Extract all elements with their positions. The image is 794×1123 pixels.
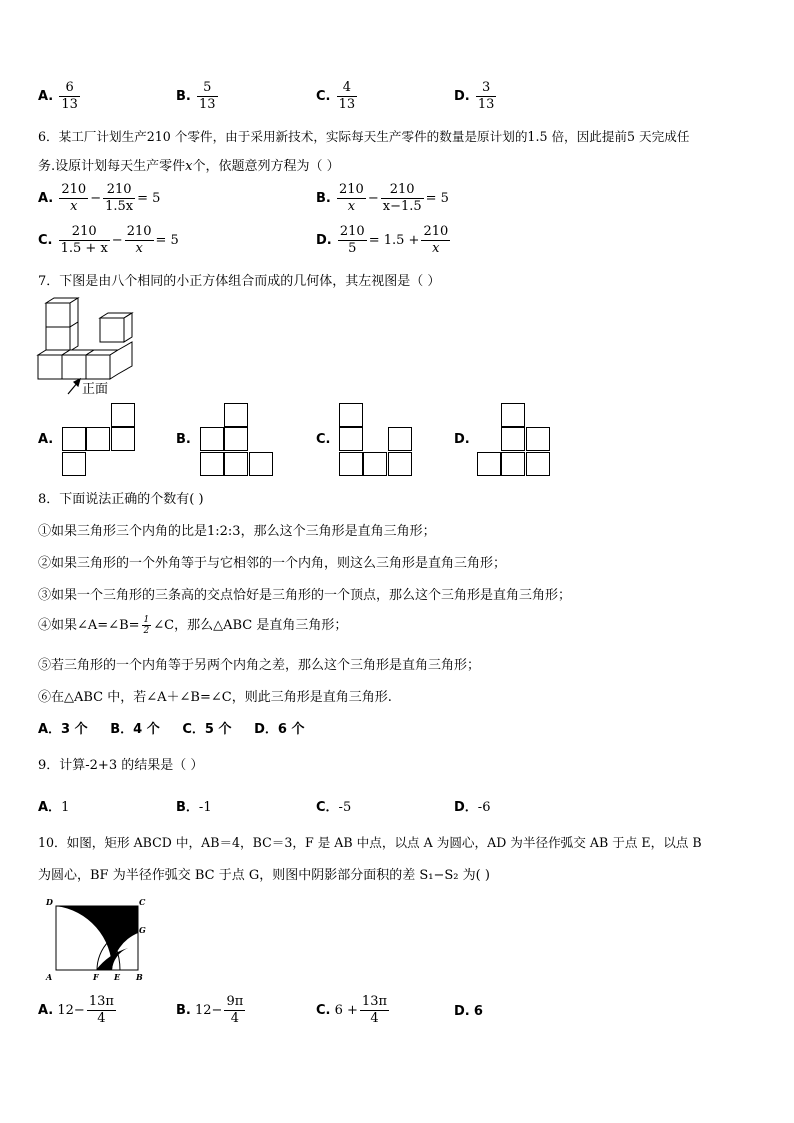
q5-option-d: [454, 80, 498, 113]
q8-statement-2: ②如果三角形的一个外角等于与它相邻的一个内角，则这么三角形是直角三角形；: [38, 556, 507, 571]
denominator: x: [135, 241, 143, 256]
option-label: A.: [38, 89, 54, 104]
fraction: [59, 224, 110, 257]
q5-option-b: [176, 80, 220, 113]
q6-stem-line1: 6．某工厂计划生产210 个零件，由于采用新技术，实际每天生产零件的数量是原计划的1.5 倍，因此提前5 天完成任: [38, 129, 690, 144]
denominator: x: [70, 199, 78, 214]
q6-option-b: [316, 182, 449, 215]
numerator: 210: [381, 182, 424, 199]
q6-option-c: [38, 224, 179, 257]
numerator: 210: [103, 182, 135, 199]
q7-option-a-view: [62, 403, 137, 478]
option-label: D.: [454, 1004, 470, 1019]
middle-term: = 1.5 +: [368, 233, 420, 248]
q7-front-label: 正面: [82, 382, 109, 397]
q8-statement-4: [38, 614, 347, 636]
numerator: 210: [339, 224, 365, 239]
option-label: B.: [176, 1003, 191, 1018]
denominator: 4: [230, 1011, 239, 1026]
view-square: [200, 452, 224, 476]
q10-option-c: [316, 994, 391, 1027]
option-label: A.: [38, 191, 54, 206]
option-label: A.: [38, 1003, 54, 1018]
q8-statement-5: ⑤若三角形的一个内角等于另两个内角之差，那么这个三角形是直角三角形；: [38, 658, 481, 673]
denominator: 4: [370, 1011, 379, 1026]
q9-option-a: [38, 796, 69, 815]
q9-option-b: [176, 796, 212, 815]
figure-label-f: F: [93, 972, 99, 982]
fraction: [337, 80, 358, 113]
q9-option-c: [316, 796, 351, 815]
option-label: C.: [316, 89, 331, 104]
q6-stem-text-tail: 个，依题意列方程为（ ）: [192, 159, 340, 174]
view-square: [501, 427, 525, 451]
numerator: 6: [59, 80, 80, 97]
view-square: [363, 452, 387, 476]
denominator: 4: [97, 1011, 106, 1026]
denominator: 13: [199, 97, 216, 112]
fraction: [59, 80, 80, 113]
numerator: 5: [197, 80, 218, 97]
view-square: [62, 452, 86, 476]
view-square: [526, 452, 550, 476]
fraction: [338, 224, 367, 257]
denominator: 1.5x: [105, 199, 134, 214]
q10-stem-line1: 10．如图，矩形 ABCD 中，AB＝4，BC＝3，F 是 AB 中点，以点 A 为圆心，AD 为半径作弧交 AB 于点 E，以点 B: [38, 835, 702, 850]
q7-option-b-label: B.: [176, 432, 191, 447]
q10-option-b: [176, 994, 247, 1027]
view-square: [501, 452, 525, 476]
q7-option-c-view: [339, 403, 414, 478]
fraction: [360, 994, 389, 1027]
option-value: -1: [198, 800, 212, 815]
q7-stem: 7．下图是由八个相同的小正方体组合而成的几何体，其左视图是（ ）: [38, 274, 441, 289]
option-prefix: 12−: [195, 1003, 223, 1018]
fraction: [381, 182, 424, 215]
denominator: 2: [143, 626, 150, 636]
denominator: x: [347, 199, 356, 214]
rhs: = 5: [155, 233, 179, 248]
view-square: [224, 403, 248, 427]
option-label: C.: [316, 1003, 331, 1018]
figure-label-e: E: [114, 972, 121, 982]
option-label: C．: [316, 800, 339, 815]
q7-option-d-label: D.: [454, 432, 470, 447]
view-square: [526, 427, 550, 451]
view-square: [224, 427, 248, 451]
view-square: [111, 427, 135, 451]
q5-option-a: [38, 80, 82, 113]
fraction: [125, 224, 154, 257]
option-label: B.: [316, 191, 331, 206]
numerator: 1: [143, 615, 150, 625]
option-prefix: 12−: [57, 1003, 85, 1018]
rhs: = 5: [137, 191, 161, 206]
fraction: [337, 182, 366, 215]
q8-statement-3: ③如果一个三角形的三条高的交点恰好是三角形的一个顶点，那么这个三角形是直角三角形；: [38, 588, 572, 603]
q7-option-a-label: A.: [38, 432, 54, 447]
denominator: 13: [61, 97, 78, 112]
denominator: x: [432, 241, 440, 256]
view-square: [388, 452, 412, 476]
view-square: [86, 427, 110, 451]
q8-statement-1: ①如果三角形三个内角的比是1:2:3，那么这个三角形是直角三角形；: [38, 524, 436, 539]
view-square: [224, 452, 248, 476]
option-label: C.: [38, 233, 53, 248]
denominator: 5: [348, 241, 357, 256]
view-square: [62, 427, 86, 451]
view-square: [339, 427, 363, 451]
denominator: 13: [477, 97, 495, 112]
q8-stem: 8．下面说法正确的个数有( ): [38, 492, 204, 507]
q6-stem-text: 务.设原计划每天生产零件: [38, 159, 186, 174]
numerator: 13π: [361, 994, 388, 1009]
operator: −: [90, 191, 102, 206]
denominator: 13: [338, 97, 356, 112]
statement-text: ④如果∠A=∠B=: [38, 618, 140, 633]
numerator: 210: [59, 224, 110, 241]
q10-stem-line2: 为圆心，BF 为半径作弧交 BC 于点 G，则图中阴影部分面积的差 S₁−S₂ 为( ): [38, 868, 490, 883]
view-square: [339, 452, 363, 476]
fraction: [142, 615, 152, 636]
q10-option-d: [454, 1004, 483, 1019]
figure-label-d: D: [46, 897, 53, 907]
q9-stem: 9．计算-2+3 的结果是（ ）: [38, 758, 204, 773]
fraction: [87, 994, 116, 1027]
denominator: x−1.5: [382, 199, 422, 214]
q6-option-a: [38, 182, 160, 215]
operator: −: [111, 233, 123, 248]
q9-option-d: [454, 796, 490, 815]
q8-statement-6: ⑥在△ABC 中，若∠A＋∠B=∠C，则此三角形是直角三角形.: [38, 690, 392, 705]
option-label: A．: [38, 800, 62, 815]
option-value: 1: [61, 800, 70, 815]
figure-label-a: A: [46, 972, 53, 982]
q6-option-d: [316, 224, 452, 257]
view-square: [388, 427, 412, 451]
fraction: [103, 182, 135, 215]
option-prefix: 6 +: [334, 1003, 358, 1018]
view-square: [501, 403, 525, 427]
view-square: [339, 403, 363, 427]
numerator: 210: [61, 182, 87, 197]
numerator: 9π: [226, 994, 244, 1009]
option-value: 6: [473, 1004, 483, 1019]
figure-label-c: C: [139, 897, 146, 907]
option-label: D.: [454, 89, 470, 104]
q6-stem-line2: [38, 155, 340, 174]
q8-options: A．3 个 B．4 个 C．5 个 D．6 个: [38, 722, 305, 737]
operator: −: [367, 191, 379, 206]
denominator: 1.5 + x: [60, 241, 108, 256]
view-square: [249, 452, 273, 476]
view-square: [477, 452, 501, 476]
rhs: = 5: [425, 191, 449, 206]
q7-option-b-view: [200, 403, 275, 478]
figure-label-b: B: [136, 972, 143, 982]
q10-option-a: [38, 994, 118, 1027]
fraction: [421, 224, 450, 257]
variable: x: [185, 159, 193, 174]
option-label: D.: [316, 233, 332, 248]
figure-label-g: G: [139, 925, 146, 935]
fraction: [197, 80, 218, 113]
numerator: 3: [476, 80, 497, 97]
view-square: [111, 403, 135, 427]
numerator: 210: [423, 224, 449, 239]
option-value: -6: [477, 800, 491, 815]
fraction: [59, 182, 88, 215]
numerator: 210: [339, 182, 364, 197]
option-value: -5: [338, 800, 352, 815]
fraction: [224, 994, 245, 1027]
view-square: [200, 427, 224, 451]
q7-option-d-view: [477, 403, 552, 478]
q7-option-c-label: C.: [316, 432, 331, 447]
option-label: D．: [454, 800, 478, 815]
option-label: B．: [176, 800, 199, 815]
numerator: 210: [126, 224, 152, 239]
q5-option-c: [316, 80, 359, 113]
numerator: 4: [337, 80, 358, 97]
option-label: B.: [176, 89, 191, 104]
statement-text-tail: ∠C，那么△ABC 是直角三角形；: [153, 618, 348, 633]
fraction: [476, 80, 497, 113]
numerator: 13π: [88, 994, 114, 1009]
